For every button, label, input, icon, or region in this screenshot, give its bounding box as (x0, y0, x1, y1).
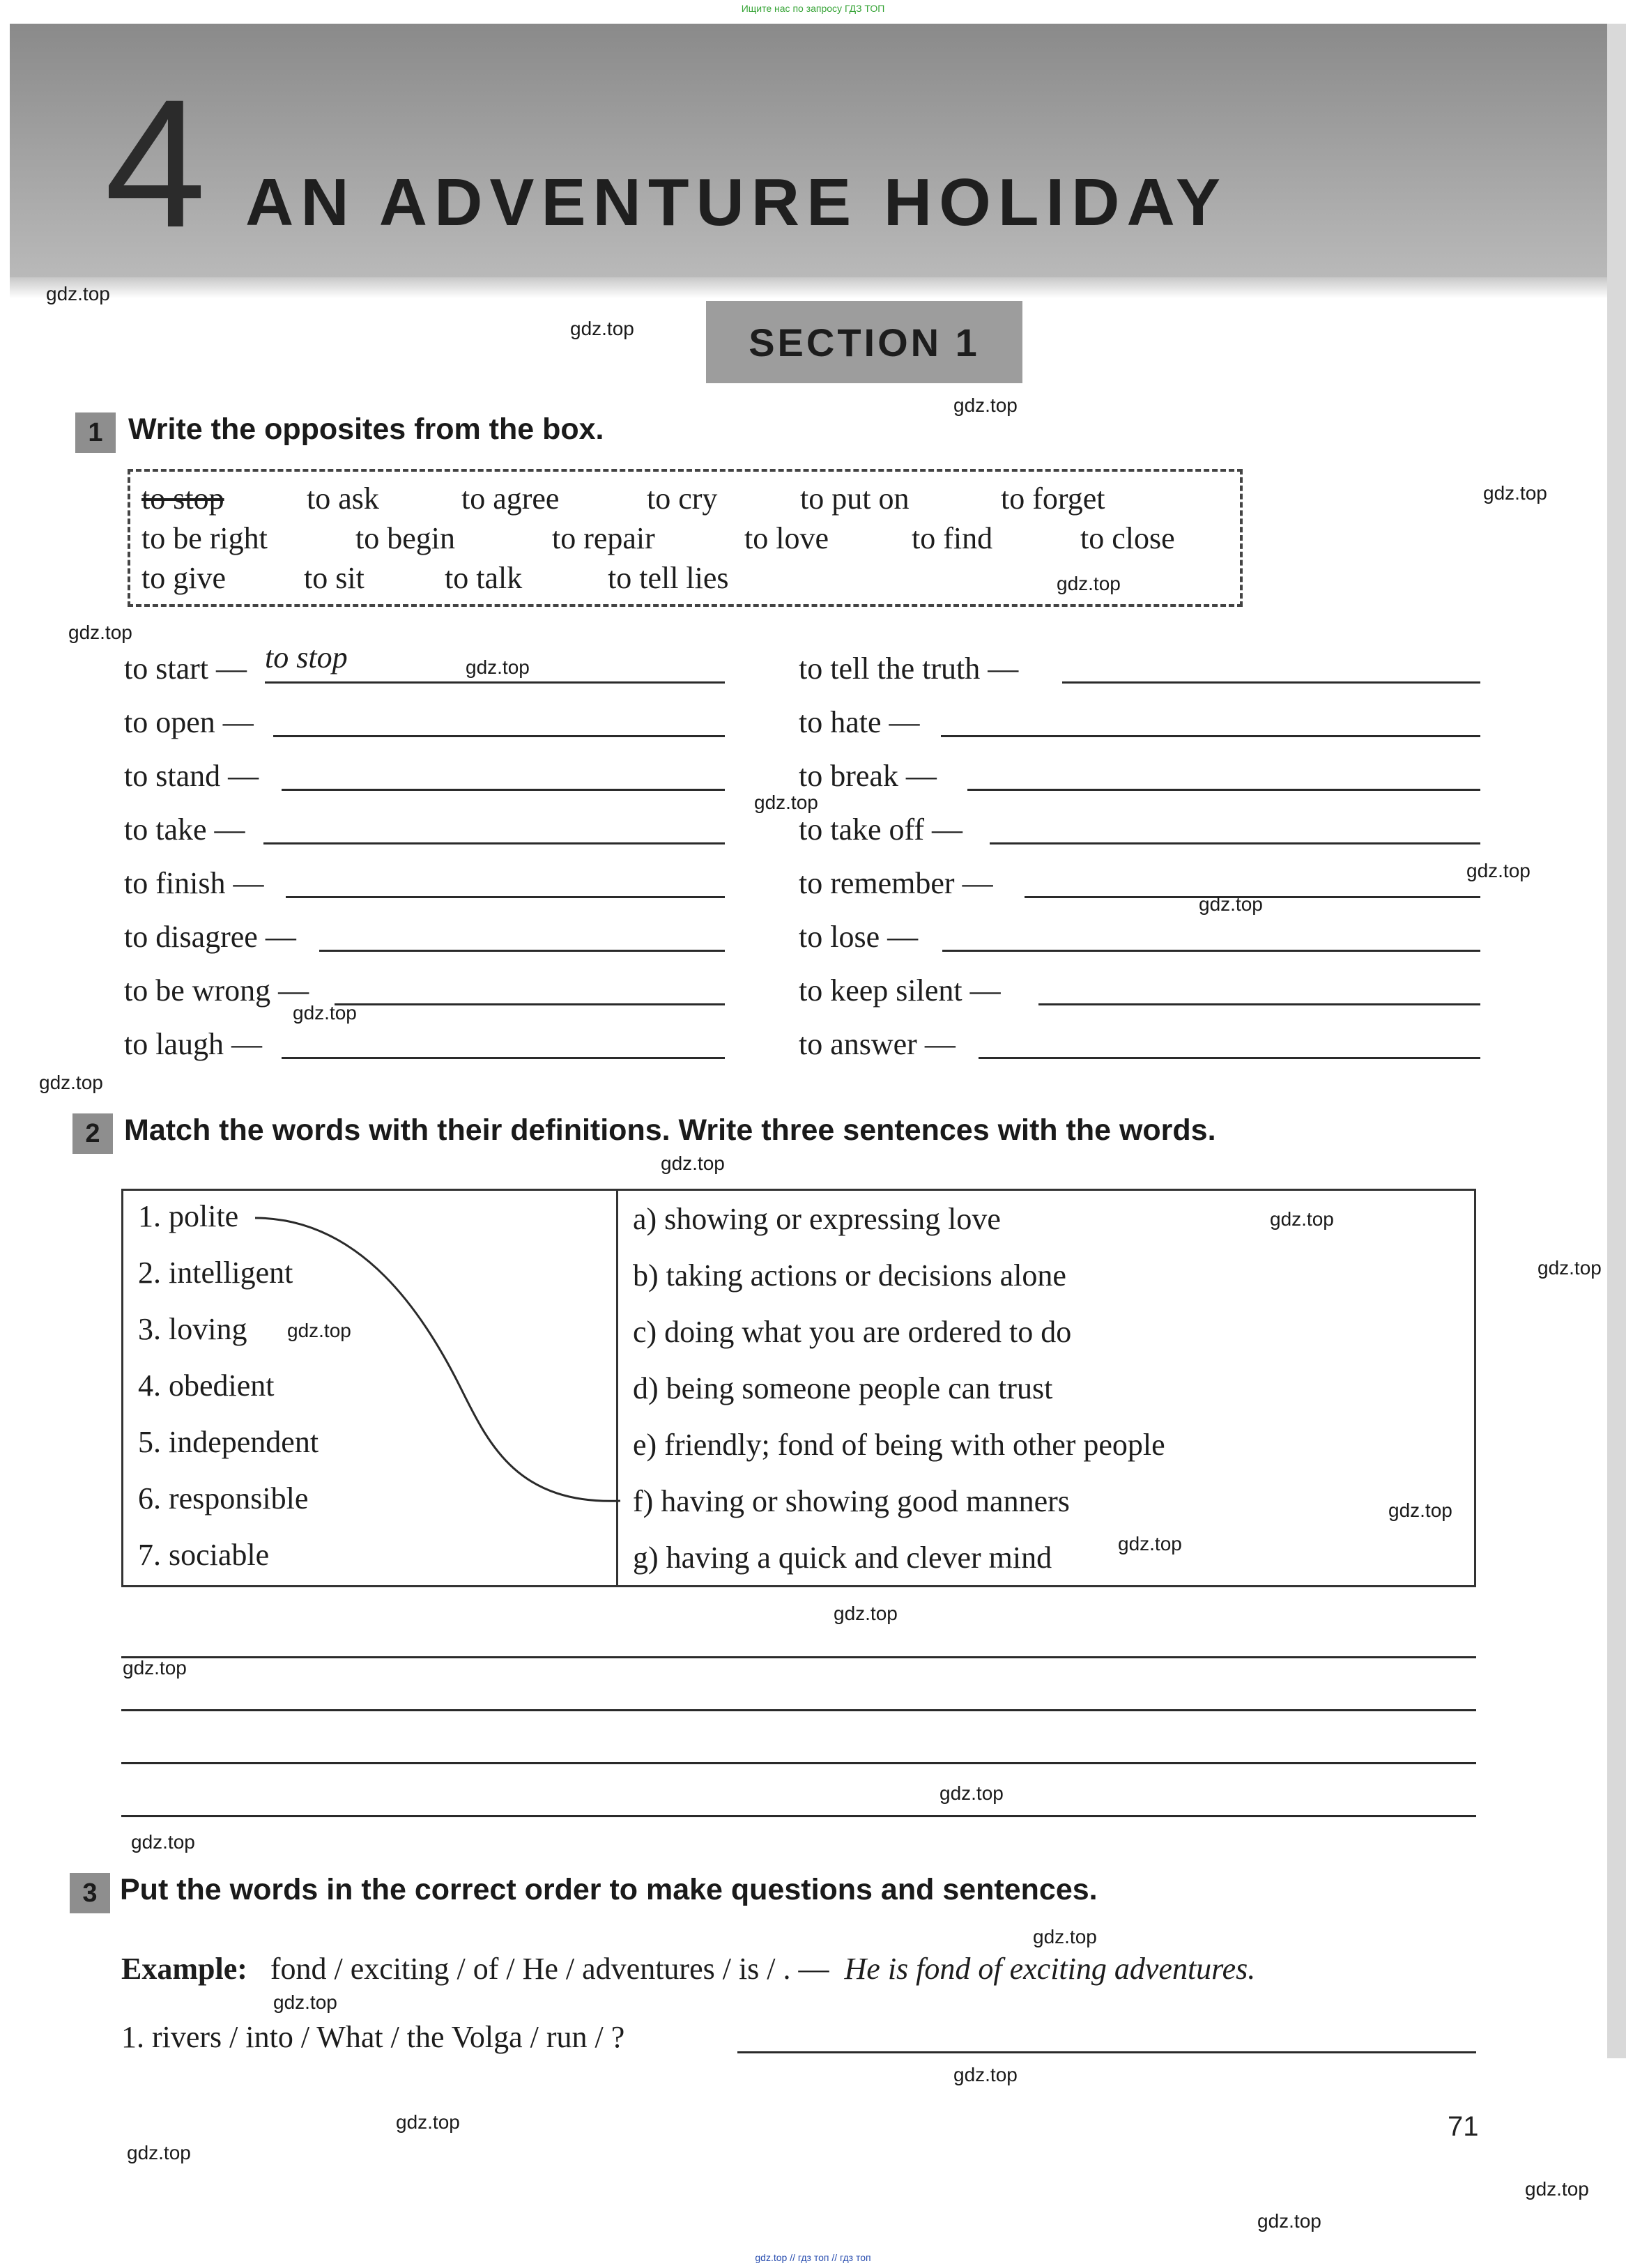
exercise-3-title: Put the words in the correct order to make questions and sentences. (120, 1873, 1098, 1906)
answer-line[interactable] (263, 842, 725, 844)
sentence-line[interactable] (121, 1709, 1476, 1711)
match-connector-line (251, 1212, 627, 1505)
answer-line[interactable] (273, 735, 725, 737)
watermark: gdz.top (661, 1152, 725, 1174)
answer-line[interactable] (282, 1057, 725, 1059)
exercise-2-title: Match the words with their definitions. Write three sentences with the words. (124, 1113, 1216, 1147)
box-word: to cry (647, 481, 718, 516)
sentence-line[interactable] (121, 1815, 1476, 1817)
watermark: gdz.top (466, 656, 530, 678)
opposite-prompt: to open — (124, 705, 254, 739)
opposite-answer: to stop (265, 640, 348, 674)
watermark: gdz.top (39, 1072, 103, 1093)
opposite-prompt: to remember — (799, 866, 993, 900)
box-word: to talk (445, 561, 523, 595)
box-word: to ask (307, 481, 379, 516)
match-word: 2. intelligent (138, 1256, 293, 1290)
answer-line[interactable] (737, 2051, 1476, 2053)
match-word: 5. independent (138, 1425, 319, 1459)
box-word: to be right (141, 521, 268, 555)
example-prompt: fond / exciting / of / He / adventures / is / . — (270, 1952, 829, 1986)
opposite-prompt: to break — (799, 759, 937, 793)
sentence-line[interactable] (121, 1762, 1476, 1764)
opposite-prompt: to disagree — (124, 920, 296, 954)
opposite-prompt: to start — (124, 651, 247, 686)
exercise-3-number: 3 (70, 1873, 110, 1913)
box-word: to forget (1001, 481, 1105, 516)
answer-line[interactable] (967, 789, 1480, 791)
box-word: to stop (141, 481, 224, 516)
opposite-prompt: to lose — (799, 920, 919, 954)
answer-line[interactable] (942, 950, 1480, 952)
answer-line[interactable] (265, 681, 725, 684)
box-word: to agree (461, 481, 560, 516)
watermark: gdz.top (1537, 1257, 1602, 1279)
example-answer: He is fond of exciting adventures. (844, 1952, 1256, 1986)
box-word: to tell lies (608, 561, 729, 595)
section-heading: SECTION 1 (706, 301, 1022, 383)
answer-line[interactable] (335, 1003, 725, 1005)
answer-line[interactable] (990, 842, 1480, 844)
box-word: to repair (552, 521, 655, 555)
match-definition: c) doing what you are ordered to do (633, 1315, 1072, 1349)
header-fade (10, 277, 1607, 298)
watermark: gdz.top (1118, 1533, 1182, 1555)
sentence-line[interactable] (121, 1656, 1476, 1658)
watermark: gdz.top (939, 1782, 1004, 1804)
match-word: 1. polite (138, 1199, 239, 1233)
match-definition: b) taking actions or decisions alone (633, 1258, 1066, 1293)
watermark: gdz.top (1057, 573, 1121, 594)
watermark: gdz.top (953, 2064, 1018, 2085)
match-definition: d) being someone people can trust (633, 1371, 1053, 1405)
answer-line[interactable] (286, 896, 725, 898)
answer-line[interactable] (1062, 681, 1480, 684)
watermark: gdz.top (754, 792, 818, 813)
answer-line[interactable] (319, 950, 725, 952)
exercise-1-number: 1 (75, 412, 116, 453)
page-number: 71 (1448, 2111, 1479, 2142)
box-word: to begin (355, 521, 455, 555)
opposite-prompt: to hate — (799, 705, 920, 739)
opposite-prompt: to tell the truth — (799, 651, 1019, 686)
watermark: gdz.top (1525, 2178, 1589, 2200)
chapter-title: AN ADVENTURE HOLIDAY (245, 165, 1227, 240)
watermark: gdz.top (1466, 860, 1531, 881)
example-label: Example: (121, 1952, 247, 1986)
opposite-prompt: to answer — (799, 1027, 956, 1061)
watermark: gdz.top (1483, 482, 1547, 504)
opposite-prompt: to stand — (124, 759, 259, 793)
watermark: gdz.top (396, 2111, 460, 2133)
opposite-prompt: to laugh — (124, 1027, 262, 1061)
watermark: gdz.top (1270, 1208, 1334, 1230)
opposite-prompt: to take off — (799, 812, 963, 847)
opposite-prompt: to keep silent — (799, 973, 1001, 1008)
answer-line[interactable] (979, 1057, 1480, 1059)
chapter-number: 4 (105, 61, 206, 265)
exercise-1-title: Write the opposites from the box. (128, 412, 604, 446)
watermark: gdz.top (834, 1603, 898, 1624)
box-word: to love (744, 521, 829, 555)
watermark: gdz.top (287, 1320, 351, 1341)
watermark: gdz.top (46, 283, 110, 304)
question-1: 1. rivers / into / What / the Volga / run / ? (121, 2020, 625, 2054)
watermark: gdz.top (68, 622, 132, 643)
box-word: to give (141, 561, 226, 595)
watermark: gdz.top (953, 394, 1018, 416)
box-word: to put on (800, 481, 910, 516)
match-definition: a) showing or expressing love (633, 1202, 1001, 1236)
opposite-prompt: to take — (124, 812, 245, 847)
box-word: to close (1080, 521, 1175, 555)
match-word: 3. loving (138, 1312, 247, 1346)
watermark: gdz.top (123, 1657, 187, 1679)
bottom-note: gdz.top // гдз топ // гдз топ (755, 2252, 871, 2263)
example-line (121, 1951, 1255, 1987)
watermark: gdz.top (1388, 1499, 1452, 1521)
top-note: Ищите нас по запросу ГДЗ ТОП (741, 3, 885, 14)
watermark: gdz.top (131, 1831, 195, 1853)
watermark: gdz.top (1199, 893, 1263, 915)
watermark: gdz.top (127, 2142, 191, 2163)
match-word: 6. responsible (138, 1481, 309, 1515)
box-word: to find (912, 521, 993, 555)
watermark: gdz.top (1033, 1926, 1097, 1947)
match-word: 4. obedient (138, 1368, 275, 1403)
match-word: 7. sociable (138, 1538, 270, 1572)
match-definition: g) having a quick and clever mind (633, 1541, 1052, 1575)
exercise-2-number: 2 (72, 1113, 113, 1154)
watermark: gdz.top (293, 1002, 357, 1024)
page-edge-strip (1607, 24, 1626, 2058)
watermark: gdz.top (1257, 2210, 1321, 2232)
opposite-prompt: to finish — (124, 866, 264, 900)
match-definition: e) friendly; fond of being with other people (633, 1428, 1165, 1462)
answer-line[interactable] (1038, 1003, 1480, 1005)
match-definition: f) having or showing good manners (633, 1484, 1070, 1518)
answer-line[interactable] (941, 735, 1480, 737)
opposite-prompt: to be wrong — (124, 973, 309, 1008)
watermark: gdz.top (570, 318, 634, 339)
watermark: gdz.top (273, 1991, 337, 2013)
box-word: to sit (304, 561, 365, 595)
answer-line[interactable] (282, 789, 725, 791)
